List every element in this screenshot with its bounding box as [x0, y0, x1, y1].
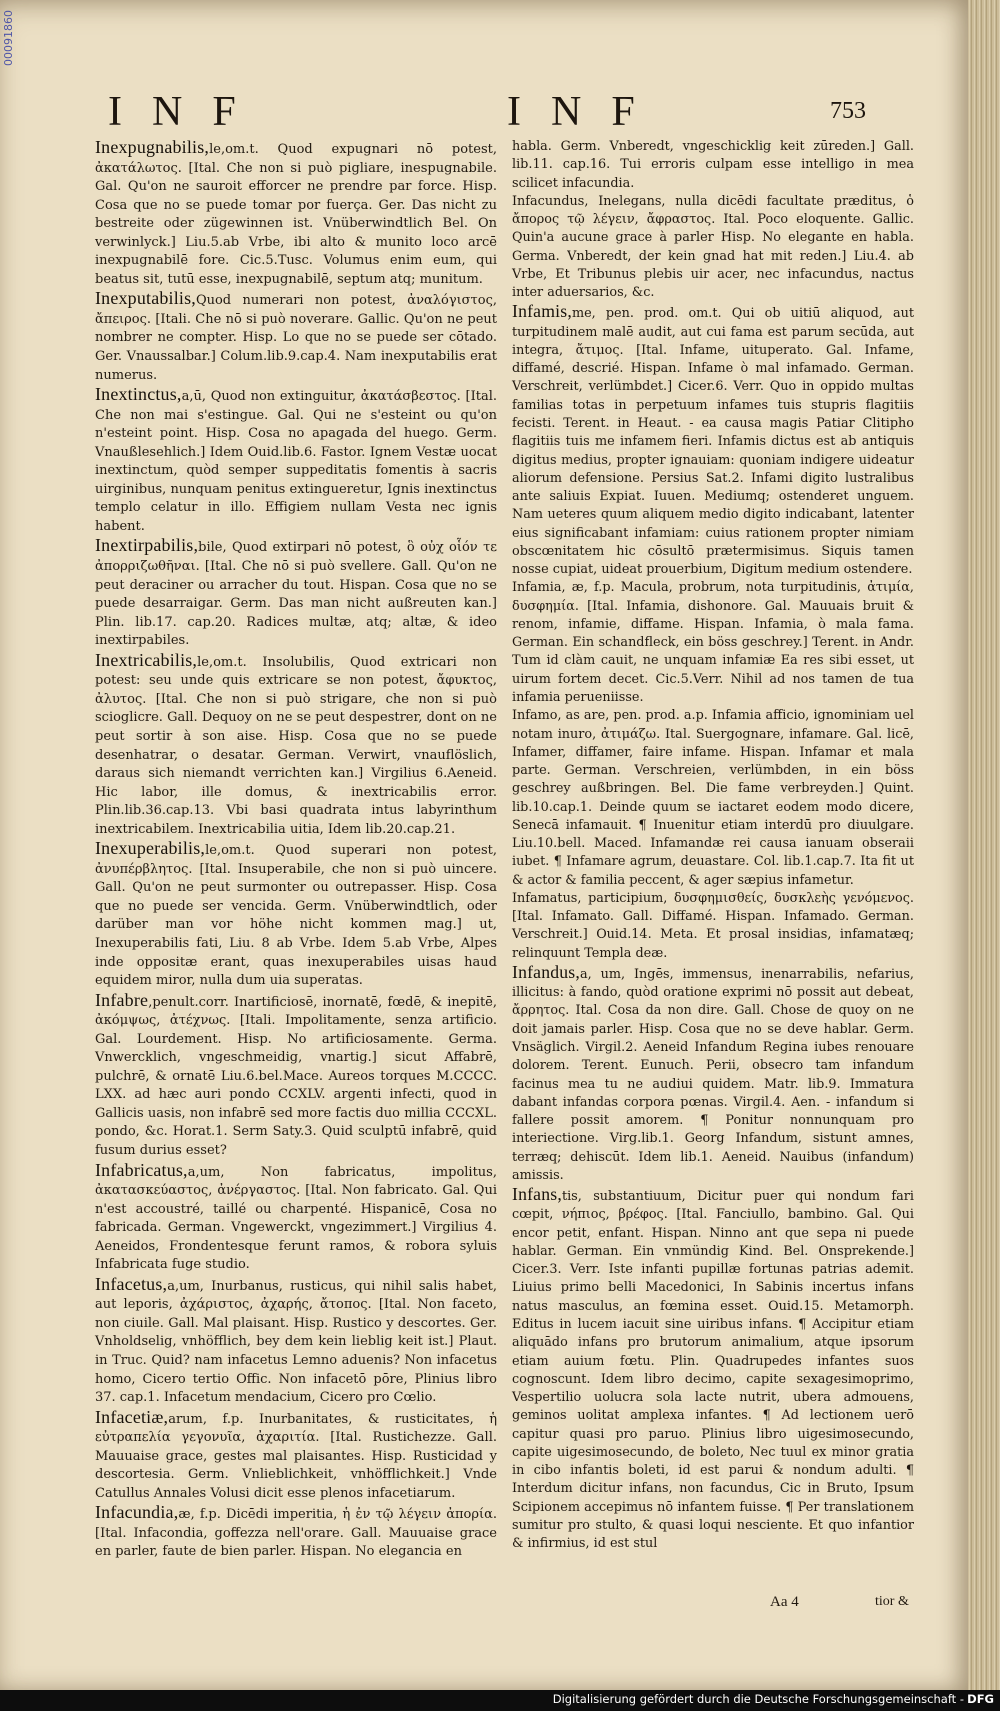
- entry-headword: Inexuperabilis,: [95, 838, 206, 859]
- entry-headword: Inexputabilis,: [95, 288, 196, 309]
- right-column: [512, 138, 914, 1553]
- entry-text: habla. Germ. Vnberedt, vngeschicklig keit zūreden.] Gall. lib.11. cap.16. Tui erroris culpam esse intelligo in mea scilicet infacundia.: [512, 139, 914, 191]
- entry-headword: Infacetus,: [95, 1273, 168, 1294]
- dictionary-entry: [512, 1185, 914, 1553]
- entry-text: me, pen. prod. om.t. Qui ob uitiū aliquod, aut turpitudinem malē audit, aut cui fama est parum secūda, aut integra, ἄτιμος. [Ital. Infame, uituperato. Gal. Infame, diffamé, descrié. Hispan. Infame ò mal infamado. German. Verschreit, verlümbdet.] Cicer.6. Verr. Quo in oppido multas familias totas in perpetuum infames tuis stupris flagitiis fecisti. Terent. in Heaut. - ea causa magis Patiar Clitipho flagitiis tuis me infamem fieri. Infamis dictus est ab antiquis digitus medius, propter ignauiam: quoniam indigere uideatur aliorum defensione. Persius Sat.2. Infami digito lustralibus ante saliuis Expiat. Iuuen. Mediumq; ostenderet unguem. Nam ueteres quum aliquem medio digito indicabant, latenter eius significabant infamiam: cuius rationem propter nimiam obscœnitatem hic cōsultō prætermisimus. Siquis tamen nosse cupiat, uideat prouerbium, Digitum medium ostendere.: [512, 306, 914, 578]
- entry-headword: Inextirpabilis,: [95, 535, 199, 556]
- dictionary-entry: [95, 385, 497, 536]
- page-edge: [968, 0, 1000, 1690]
- dictionary-entry: [512, 302, 914, 579]
- entry-text: Infamatus, participium, δυσφημισθείς, δυσκλεὴς γενόμενος. [Ital. Infamato. Gall. Diffamé. Hispan. Infamado. German. Verschreit.] Ouid.14. Meta. Et prosal insidias, infamatæq; relinquunt Templa deæ.: [512, 890, 914, 961]
- entry-text: le,om.t. Quod superari non potest, ἀνυπέρβλητος. [Ital. Insuperabile, che non si può uincere. Gall. Qu'on ne peut surmonter ou outrepasser. Hisp. Cosa que no puede ser vencida. Germ. Vnüberwindtlich, oder darüber man vor höhe nicht kommen mag.] ut, Inexuperabilis fati, Liu. 8 ab Vrbe. Idem 5.ab Vrbe, Alpes inde oppositæ erant, quas inexuperabiles uisas haud equidem miror, nulla dum uia superatas.: [95, 843, 497, 989]
- entry-text: ,penult.corr. Inartificiosē, inornatē, fœdē, & inepitē, ἀκόμψως, ἀτέχνως. [Itali. Impolitamente, senza artificio. Gal. Lourdement. Hisp. No artificiosamente. Germa. Vnwercklich, vngeschmeidig, vnartig.] sicut Affabrē, pulchrē, & ornatē Liu.6.bel.Mace. Aureos torques M.CCCC. LXX. ad hæc auri pondo CCXLV. argenti infecti, quod in Gallicis uasis, non infabrē sed more factis duo millia CCCXL. pondo, &c. Horat.1. Serm Saty.3. Quid sculptū infabrē, quid fusum durius esset?: [95, 994, 497, 1158]
- shelfmark-stamp: 00091860: [2, 10, 15, 66]
- page-header: [0, 88, 968, 138]
- entry-headword: Infabre: [95, 989, 149, 1010]
- entry-text: bile, Quod extirpari nō potest, ὃ οὐχ οἷόν τε ἀπορριζωθῆναι. [Ital. Che nō si può svellere. Gall. Qu'on ne peut deraciner ou arracher du tout. Hispan. Cosa que no se puede desarraigar. Germ. Das man nicht außreuten kan.] Plin. lib.17. cap.20. Radices multæ, atq; altæ, & ideo inextirpabiles.: [95, 540, 497, 649]
- dictionary-entry: [95, 1503, 497, 1562]
- dictionary-entry: [95, 839, 497, 990]
- dfg-logo: DFG: [967, 1692, 994, 1706]
- dictionary-entry: [95, 651, 497, 839]
- entry-text: le,om.t. Quod expugnari nō potest, ἀκατάλωτος. [Ital. Che non si può pigliare, inespugnabile. Gal. Qu'on ne sauroit efforcer ne prendre par force. Hisp. Cosa que no se puede tomar por fuerça. Ger. Das nicht zu bestreite oder zügewinnen ist. Vnüberwindtlich Bel. On verwinlyck.] Liu.5.ab Vrbe, ibi alto & munito loco arcē inexpugnabilē fore. Cic.5.Tusc. Volumus enim eum, qui beatus sit, tutū esse, inexpugnabilē, septum atq; munitum.: [95, 142, 497, 287]
- dictionary-entry: [512, 890, 914, 963]
- dictionary-entry: [512, 707, 914, 890]
- entry-text: le,om.t. Insolubilis, Quod extricari non potest: seu unde quis extricare se non potest, ἄφυκτος, ἀλυτος. [Ital. Che non si può strigare, che non si può scioglicre. Gall. Dequoy on ne se peut despestrer, dont on ne peut sortir à son aise. Hisp. Cosa que no se puede desenhatrar, o desatar. German. Verwirt, vnauflöslich, daraus sich niemandt verrichten kan.] Virgilius 6.Aeneid. Hic labor, ille domus, & inextricabilis error. Plin.lib.36.cap.13. Vbi basi quadrata intus labyrinthum inextricabilem. Inextricabilia uitia, Idem lib.20.cap.21.: [95, 654, 497, 837]
- entry-text: Infamo, as are, pen. prod. a.p. Infamia afficio, ignominiam uel notam inuro, ἀτιμάζω. Ital. Suergognare, infamare. Gal. licē, Infamer, diffamer, faire infame. Hispan. Infamar et mala parte. German. Verschreien, verlümbden, in ein böss geschrey außbringen. Bel. Die fame verbreyden.] Quint. lib.10.cap.1. Deinde quum se iactaret eodem modo dicere, Senecā infamauit. ¶ Inuenitur etiam interdū pro diuulgare. Liu.10.bell. Maced. Infamandæ rei causa ianuam obseraii iubet. ¶ Infamare agrum, deuastare. Col. lib.1.cap.7. Ita fit ut & actor & familia peccent, & ager sæpius infametur.: [512, 708, 914, 888]
- dictionary-entry: [95, 1275, 497, 1408]
- entry-text: arum, f.p. Inurbanitates, & rusticitates, ἡ εὐτραπελία γεγονυῖα, ἀχαριτία. [Ital. Rustichezze. Gall. Mauuaise grace, gestes mal plaisantes. Hisp. Rusticidad y descortesia. Germ. Vnlieblichkeit, vnhöfflichkeit.] Vnde Catullus Annales Volusi dicit esse plenos infacetiarum.: [95, 1411, 497, 1501]
- running-head-left: INF: [108, 89, 266, 135]
- entry-headword: Inextricabilis,: [95, 649, 198, 670]
- entry-headword: Infandus,: [512, 961, 580, 982]
- dictionary-entry: [95, 991, 497, 1161]
- left-column: [95, 138, 497, 1562]
- entry-headword: Inextinctus,: [95, 384, 182, 405]
- entry-headword: Infacetiæ,: [95, 1406, 169, 1427]
- entry-headword: Infabricatus,: [95, 1159, 188, 1180]
- page-number: 753: [830, 98, 866, 124]
- dictionary-entry: [95, 289, 497, 385]
- entry-text: Infamia, æ, f.p. Macula, probrum, nota turpitudinis, ἀτιμία, δυσφημία. [Ital. Infamia, dishonore. Gal. Mauuais bruit & renom, infamie, diffame. Hispan. Infamia, ò mala fama. German. Ein schandfleck, ein böss geschrey.] Terent. in Andr. Tum id clàm cauit, ne unquam infamiæ Ea res sibi esset, ut uirum fortem decet. Cic.5.Verr. Nihil ad nos tamen de tua infamia perueniisse.: [512, 580, 914, 705]
- dictionary-entry: [512, 138, 914, 193]
- dictionary-entry: [512, 579, 914, 707]
- dictionary-entry: [512, 193, 914, 303]
- entry-headword: Inexpugnabilis,: [95, 137, 210, 157]
- entry-text: a, um, Ingēs, immensus, inenarrabilis, nefarius, illicitus: à fando, quòd oratione exprimi nō possit aut debeat, ἄρρητος. Ital. Cosa da non dire. Gall. Chose de quoy on ne doit jamais parler. Hisp. Cosa que no se deve hablar. Germ. Vnsäglich. Virgil.2. Aeneid Infandum Regina iubes renouare dolorem. Terent. Eunuch. Perii, obsecro tam infandum facinus mea tu ne audiui quidem. Matr. lib.9. Immatura dabant infandas corpora pœnas. Virgil.4. Aen. - infandum si fallere possit amorem. ¶ Ponitur nonnunquam pro interiectione. Virg.lib.1. Georg Infandum, sistunt amnes, terræq; dehiscūt. Idem lib.1. Aeneid. Nauibus (infandum) amissis.: [512, 966, 914, 1183]
- dictionary-entry: [95, 138, 497, 289]
- entry-text: a,um, Non fabricatus, impolitus, ἀκατασκεύαστος, ἀνέργαστος. [Ital. Non fabricato. Gal. Qui n'est accoustré, taillé ou charpenté. Hispanicē, Cosa no fabricada. German. Vngewerckt, vngezimmert.] Virgilius 4. Aeneidos, Frondentesque ferunt ramos, & robora syluis Infabricata fuge studio.: [95, 1164, 497, 1273]
- dictionary-entry: [95, 536, 497, 650]
- entry-headword: Infamis,: [512, 301, 572, 322]
- digitization-credit: Digitalisierung gefördert durch die Deutsche Forschungsgemeinschaft -: [552, 1692, 964, 1706]
- running-head-right: INF: [507, 89, 665, 135]
- entry-text: a,um, Inurbanus, rusticus, qui nihil salis habet, aut leporis, ἀχάριστος, ἀχαρής, ἄτοπος. [Ital. Non faceto, non ciuile. Gall. Mal plaisant. Hisp. Rustico y descortes. Ger. Vnholdselig, vnhöfflich, bey dem kein lieblig keit ist.] Plaut. in Truc. Quid? nam infacetus Lemno aduenis? Non infacetus homo, Cicero tertio Offic. Non infacetō pōre, Plinius libro 37. cap.1. Infacetum mendacium, Cicero pro Cœlio.: [95, 1278, 497, 1406]
- dictionary-entry: [95, 1408, 497, 1504]
- signature-mark: Aa 4: [770, 1594, 799, 1610]
- entry-text: Quod numerari non potest, ἀναλόγιστος, ἄπειρος. [Itali. Che nō si può noverare. Gallic. Qu'on ne peut nombrer ne compter. Hisp. Lo que no se puede ser cōtado. Ger. Vnaussalbar.] Colum.lib.9.cap.4. Nam inexputabilis erat numerus.: [95, 293, 497, 383]
- entry-text: a,ū, Quod non extinguitur, ἀκατάσβεστος. [Ital. Che non mai s'estingue. Gal. Qui ne s'esteint ou qu'on n'esteint point. Hisp. Cosa no apagada del huego. Germ. Vnaußlesehlich.] Idem Ouid.lib.6. Fastor. Ignem Vestæ uocat inextinctum, quòd semper suppeditatis fomentis à sacris uirginibus, nunquam penitus extingueretur, Ignis inextinctus templo celatur in illo. Effigiem nullam Vesta nec ignis habent.: [95, 389, 497, 534]
- entry-headword: Infacundia,: [95, 1502, 179, 1523]
- dictionary-entry: [512, 963, 914, 1185]
- entry-text: Infacundus, Inelegans, nulla dicēdi facultate præditus, ὁ ἄπορος τῷ λέγειν, ἄφραστος. Ital. Poco eloquente. Gallic. Quin'a aucune grace à parler Hisp. No elegante en habla. Germa. Vnberedt, der kein gnad hat mit reden.] Liu.4. ab Vrbe, Et Tribunus plebis uir acer, nec infacundus, nactus inter aduersarios, &c.: [512, 193, 914, 301]
- entry-headword: Infans,: [512, 1184, 562, 1205]
- entry-text: tis, substantiuum, Dicitur puer qui nondum fari cœpit, νήπιος, βρέφος. [Ital. Fanciullo, bambino. Gal. Qui encor petit, enfant. Hispan. Ninno ant que sepa ni puede hablar. German. Ein vnmündig Kind. Bel. Onsprekende.] Cicer.3. Verr. Iste infanti pupillæ fortunas patrias ademit. Liuius primo belli Macedonici, In Sabinis incertus infans natus masculus, an fœmina esset. Ouid.15. Metamorph. Editus in lucem iacuit sine uiribus infans. ¶ Accipitur etiam aliquādo infans pro brutorum animalium, atque ipsorum etiam auium fœtu. Plin. Quadrupedes infantes suos cognoscunt. Idem libro decimo, capite sexagesimoprimo, Vespertilio uolucra sola lacte nutrit, ubera admouens, geminos uolitat amplexa infantes. ¶ Ad lectionem uerō capitur quasi pro paruo. Plinius libro uigesimosecundo, capite uigesimosecundo, de boleto, Nec tuul ex minor gratia in cibo infantis boleti, id est parui & nondum adulti. ¶ Interdum dicitur infans, non facundus, Cic in Bruto, Ipsum Scipionem accepimus nō infantem fuisse. ¶ Per translationem sumitur pro stulto, & quasi loqui nesciente. Et quo infantior & infirmius, id est stul: [512, 1189, 914, 1552]
- entry-text: æ, f.p. Dicēdi imperitia, ἡ ἐν τῷ λέγειν ἀπορία. [Ital. Infacondia, goffezza nell'orare. Gall. Mauuaise grace en parler, faute de bien parler. Hispan. No elegancia en: [95, 1507, 497, 1560]
- catchword: tior &: [875, 1594, 909, 1609]
- dictionary-entry: [95, 1161, 497, 1275]
